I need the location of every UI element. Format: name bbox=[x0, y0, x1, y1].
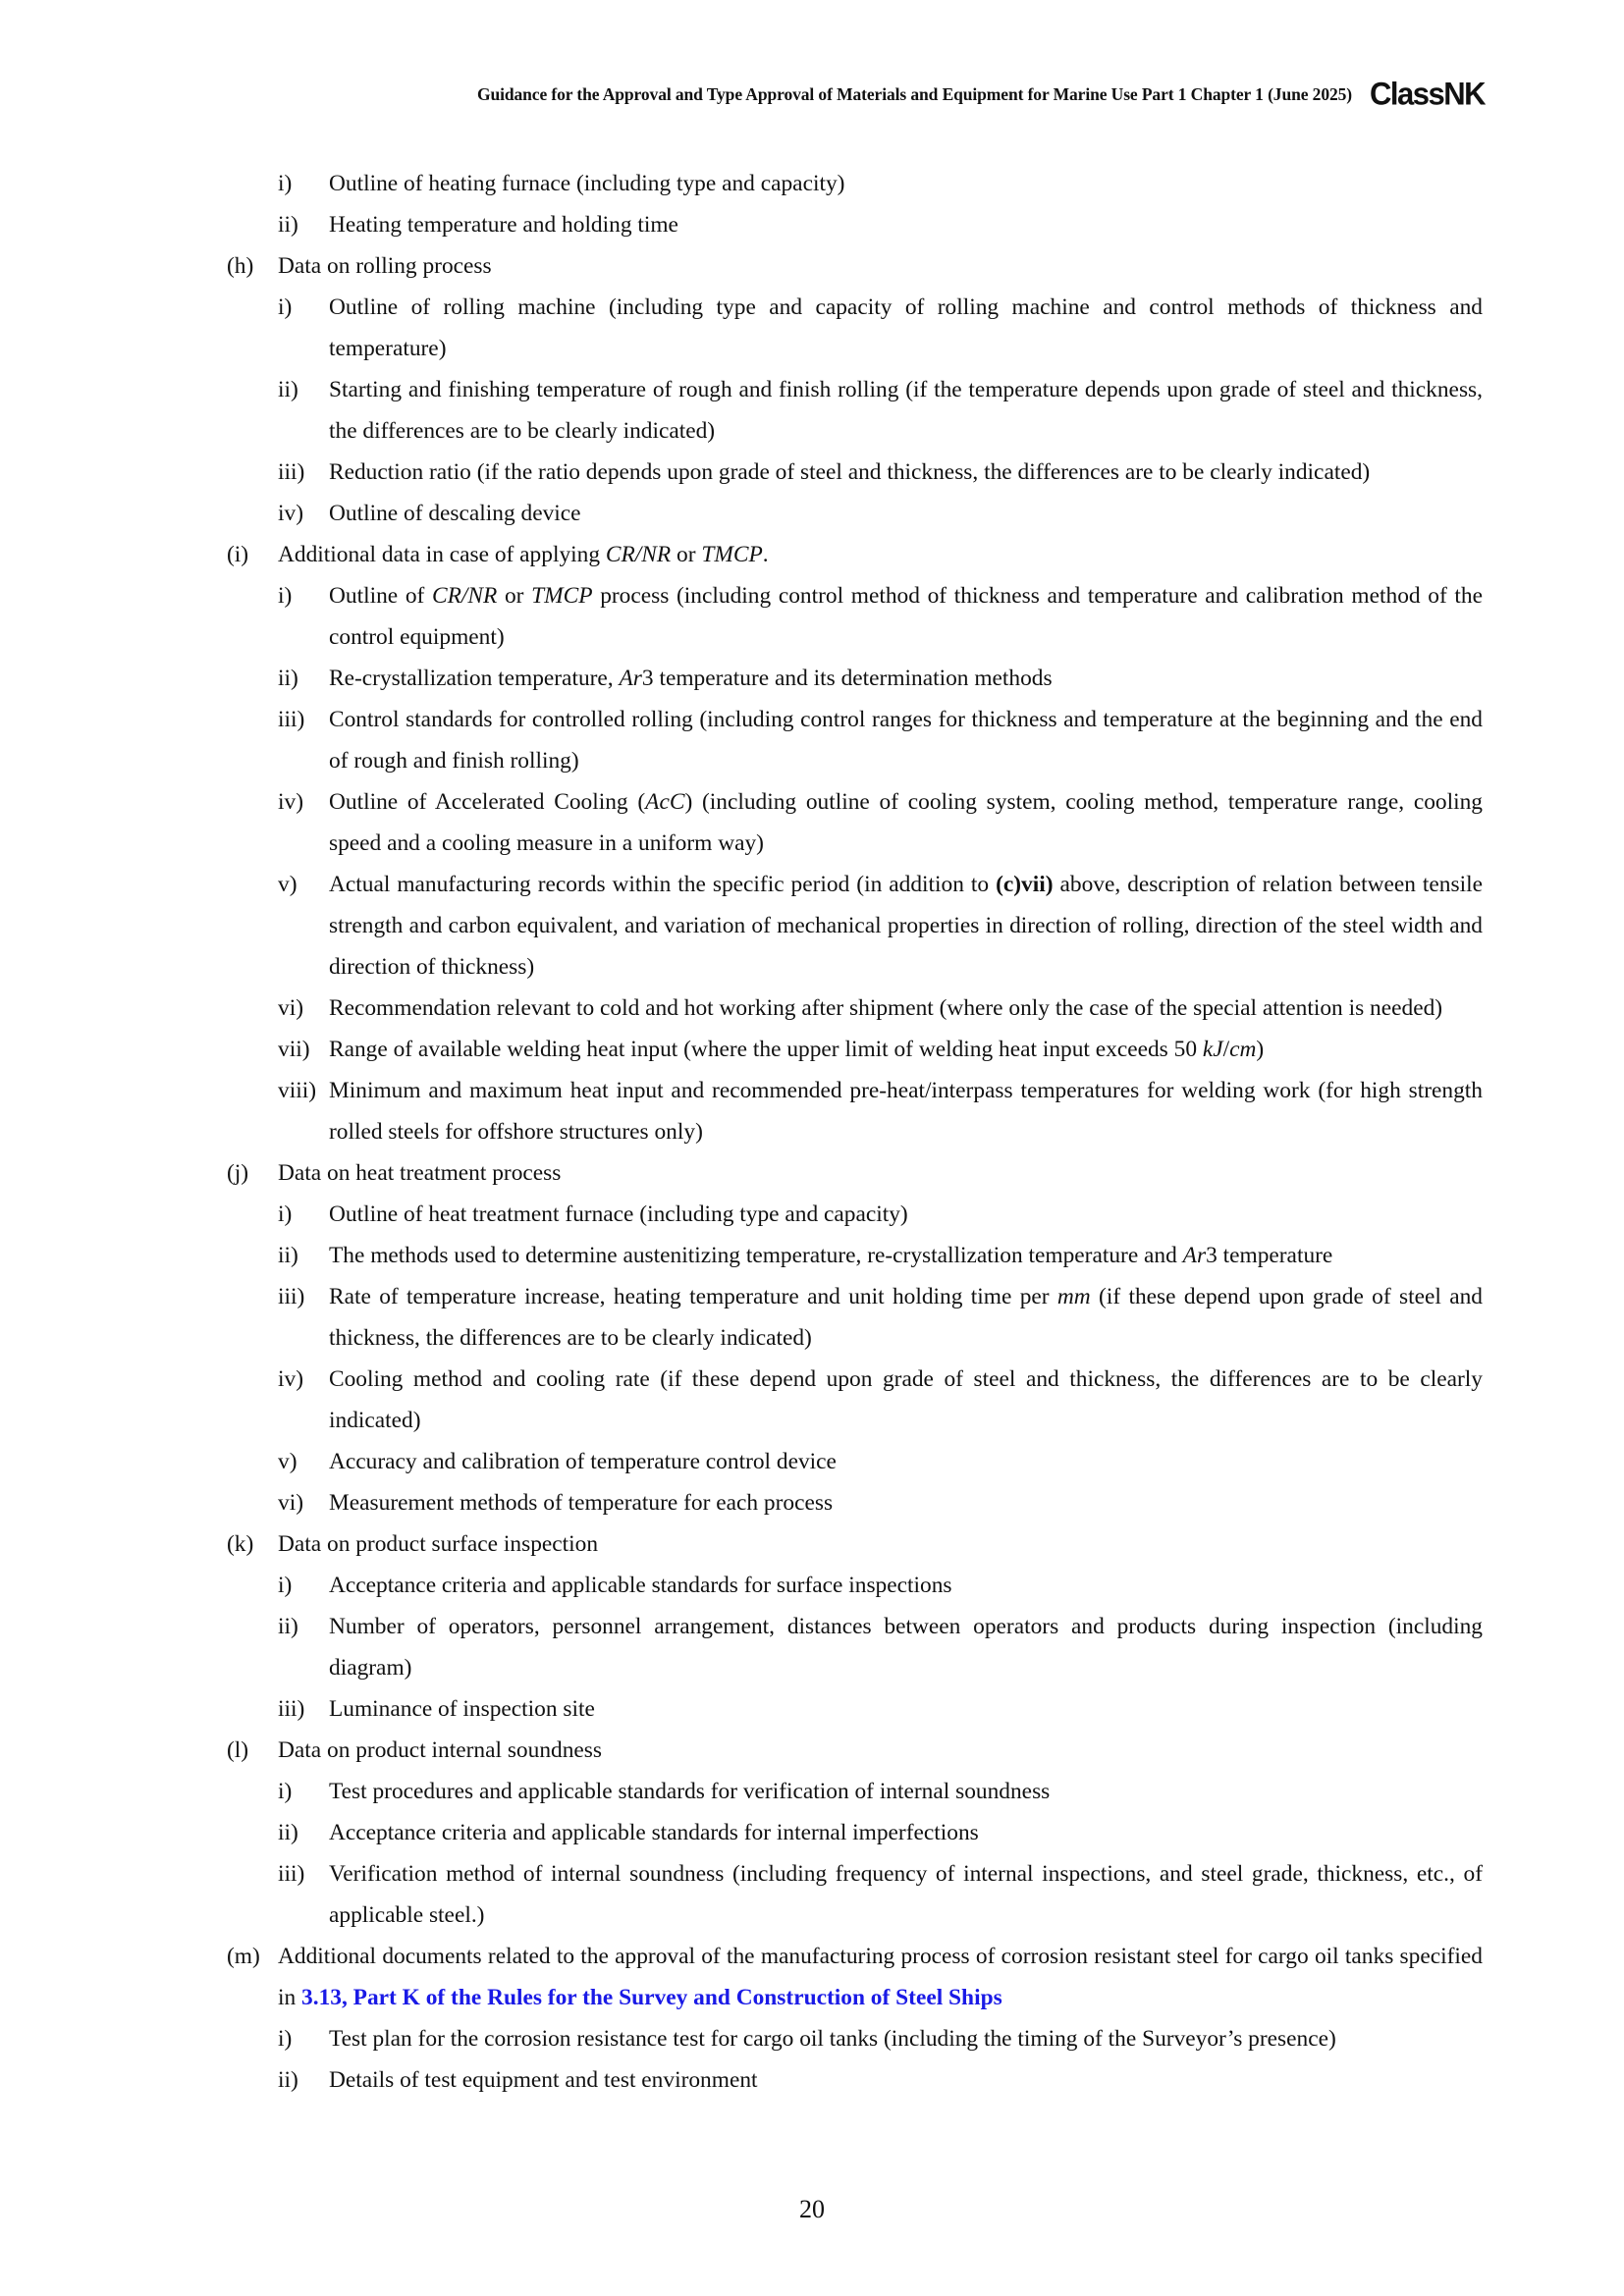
list-item bbox=[278, 1688, 1483, 1730]
item-label: (h) bbox=[227, 253, 254, 279]
item-label: ii) bbox=[278, 2067, 298, 2093]
list-section bbox=[227, 1523, 1483, 1565]
list-item bbox=[278, 1853, 1483, 1936]
list-item bbox=[278, 452, 1483, 493]
list-item bbox=[278, 1235, 1483, 1276]
item-label: v) bbox=[278, 1449, 298, 1474]
list-item bbox=[278, 1812, 1483, 1853]
item-text: Luminance of inspection site bbox=[329, 1696, 595, 1722]
list-item bbox=[278, 781, 1483, 864]
item-text: Outline of rolling machine (including type and capacity of rolling machine and control methods of thickness and temperature) bbox=[329, 294, 1483, 361]
item-text: Actual manufacturing records within the specific period (in addition to (c)vii) above, description of relation between tensile strength and carbon equivalent, and variation of mechanical properties in direction of rolling, direction of the steel width and direction of thickness) bbox=[329, 872, 1483, 980]
item-text: Reduction ratio (if the ratio depends upon grade of steel and thickness, the differences are to be clearly indicated) bbox=[329, 459, 1371, 485]
list-item bbox=[278, 1565, 1483, 1606]
item-label: vii) bbox=[278, 1037, 310, 1062]
item-text: Data on heat treatment process bbox=[278, 1160, 562, 1186]
item-label: (k) bbox=[227, 1531, 254, 1557]
item-label: i) bbox=[278, 1779, 293, 1804]
item-text: Data on product surface inspection bbox=[278, 1531, 599, 1557]
item-text: Test procedures and applicable standards for verification of internal soundness bbox=[329, 1779, 1051, 1804]
list-item bbox=[278, 2018, 1483, 2059]
item-text: Heating temperature and holding time bbox=[329, 212, 678, 238]
item-label: iii) bbox=[278, 707, 305, 732]
item-text: Test plan for the corrosion resistance test for cargo oil tanks (including the timing of the Surveyor’s presence) bbox=[329, 2026, 1336, 2052]
list-item bbox=[278, 1441, 1483, 1482]
item-label: iv) bbox=[278, 789, 303, 815]
item-text: Outline of heating furnace (including type and capacity) bbox=[329, 171, 845, 196]
list-item bbox=[278, 369, 1483, 452]
item-label: (j) bbox=[227, 1160, 249, 1186]
item-label: i) bbox=[278, 1201, 293, 1227]
list-item bbox=[278, 1606, 1483, 1688]
item-text: Rate of temperature increase, heating temperature and unit holding time per mm (if these depend upon grade of steel and thickness, the differences are to be clearly indicated) bbox=[329, 1284, 1483, 1351]
item-label: i) bbox=[278, 2026, 293, 2052]
item-label: ii) bbox=[278, 212, 298, 238]
list-section bbox=[227, 1730, 1483, 1771]
list-item bbox=[278, 575, 1484, 658]
item-text: Control standards for controlled rolling (including control ranges for thickness and temperature at the beginning and the end of rough and finish rolling) bbox=[329, 707, 1483, 774]
item-label: iv) bbox=[278, 501, 303, 526]
item-text: Outline of heat treatment furnace (including type and capacity) bbox=[329, 1201, 908, 1227]
item-text: Re-crystallization temperature, Ar3 temperature and its determination methods bbox=[329, 666, 1053, 691]
item-text: Cooling method and cooling rate (if these depend upon grade of steel and thickness, the differences are to be clearly indicated) bbox=[329, 1366, 1483, 1433]
list-item bbox=[278, 699, 1483, 781]
list-item bbox=[278, 287, 1483, 369]
page-header bbox=[277, 75, 1485, 114]
item-text: Outline of Accelerated Cooling (AcC) (including outline of cooling system, cooling method, temperature range, cooling speed and a cooling measure in a uniform way) bbox=[329, 789, 1483, 856]
item-text: Accuracy and calibration of temperature control device bbox=[329, 1449, 837, 1474]
item-label: vi) bbox=[278, 1490, 303, 1516]
item-label: ii) bbox=[278, 1614, 298, 1639]
list-item bbox=[278, 493, 1483, 534]
list-item bbox=[278, 1070, 1483, 1152]
item-label: viii) bbox=[278, 1078, 316, 1103]
item-label: v) bbox=[278, 872, 298, 897]
list-section bbox=[227, 1936, 1483, 2018]
list-item bbox=[278, 1482, 1483, 1523]
item-label: iv) bbox=[278, 1366, 303, 1392]
list-item bbox=[278, 204, 1483, 245]
item-label: ii) bbox=[278, 1243, 298, 1268]
item-text: Data on rolling process bbox=[278, 253, 492, 279]
item-label: i) bbox=[278, 1573, 293, 1598]
item-text: Additional documents related to the approval of the manufacturing process of corrosion resistant steel for cargo oil tanks specified in 3.13, Part K of the Rules for the Survey and Construction of Steel Ships bbox=[278, 1944, 1483, 2010]
list-section bbox=[227, 534, 1483, 575]
list-item bbox=[278, 658, 1483, 699]
item-label: (l) bbox=[227, 1737, 249, 1763]
list-item bbox=[278, 1029, 1483, 1070]
item-text: Acceptance criteria and applicable standards for surface inspections bbox=[329, 1573, 952, 1598]
item-text: Number of operators, personnel arrangement, distances between operators and products during inspection (including diagram) bbox=[329, 1614, 1483, 1681]
item-label: iii) bbox=[278, 1861, 305, 1887]
item-label: ii) bbox=[278, 377, 298, 402]
item-label: iii) bbox=[278, 1696, 305, 1722]
list-item bbox=[278, 163, 1483, 204]
item-text: Outline of descaling device bbox=[329, 501, 581, 526]
item-label: iii) bbox=[278, 459, 305, 485]
item-text: Measurement methods of temperature for each process bbox=[329, 1490, 834, 1516]
item-label: i) bbox=[278, 171, 293, 196]
item-label: i) bbox=[278, 294, 293, 320]
item-text: Minimum and maximum heat input and recommended pre-heat/interpass temperatures for welding work (for high strength rolled steels for offshore structures only) bbox=[329, 1078, 1483, 1145]
item-text: Details of test equipment and test environment bbox=[329, 2067, 758, 2093]
list-item bbox=[278, 1359, 1483, 1441]
list-item bbox=[278, 1276, 1483, 1359]
list-section bbox=[227, 1152, 1483, 1194]
item-text: Additional data in case of applying CR/NR or TMCP. bbox=[278, 542, 769, 567]
list-item bbox=[278, 1771, 1483, 1812]
list-item bbox=[278, 2059, 1483, 2101]
classnk-logo: ClassNK bbox=[1370, 76, 1485, 112]
item-text: Outline of CR/NR or TMCP process (including control method of thickness and temperature and calibration method of the control equipment) bbox=[329, 583, 1484, 650]
list-section bbox=[227, 245, 1483, 287]
item-label: ii) bbox=[278, 666, 298, 691]
rules-link[interactable]: 3.13, Part K of the Rules for the Survey and Construction of Steel Ships bbox=[301, 1985, 1002, 2010]
item-text: Verification method of internal soundness (including frequency of internal inspections, and steel grade, thickness, etc., of applicable steel.) bbox=[329, 1861, 1483, 1928]
item-text: Range of available welding heat input (where the upper limit of welding heat input exceeds 50 kJ/cm) bbox=[329, 1037, 1265, 1062]
item-text: The methods used to determine austenitizing temperature, re-crystallization temperature and Ar3 temperature bbox=[329, 1243, 1333, 1268]
list-item bbox=[278, 1194, 1483, 1235]
item-label: ii) bbox=[278, 1820, 298, 1845]
page-number: 20 bbox=[799, 2195, 825, 2223]
item-label: (i) bbox=[227, 542, 249, 567]
list-item bbox=[278, 864, 1483, 988]
item-label: i) bbox=[278, 583, 293, 609]
item-text: Acceptance criteria and applicable standards for internal imperfections bbox=[329, 1820, 979, 1845]
list-item bbox=[278, 988, 1483, 1029]
item-text: Recommendation relevant to cold and hot working after shipment (where only the case of the special attention is needed) bbox=[329, 995, 1443, 1021]
item-label: (m) bbox=[227, 1944, 260, 1969]
item-text: Data on product internal soundness bbox=[278, 1737, 602, 1763]
document-body bbox=[0, 163, 1624, 2101]
item-label: iii) bbox=[278, 1284, 305, 1309]
item-text: Starting and finishing temperature of rough and finish rolling (if the temperature depends upon grade of steel and thickness, the differences are to be clearly indicated) bbox=[329, 377, 1483, 444]
item-label: vi) bbox=[278, 995, 303, 1021]
header-title: Guidance for the Approval and Type Approval of Materials and Equipment for Marine Use Part 1 Chapter 1 (June 2025) bbox=[476, 83, 1352, 104]
